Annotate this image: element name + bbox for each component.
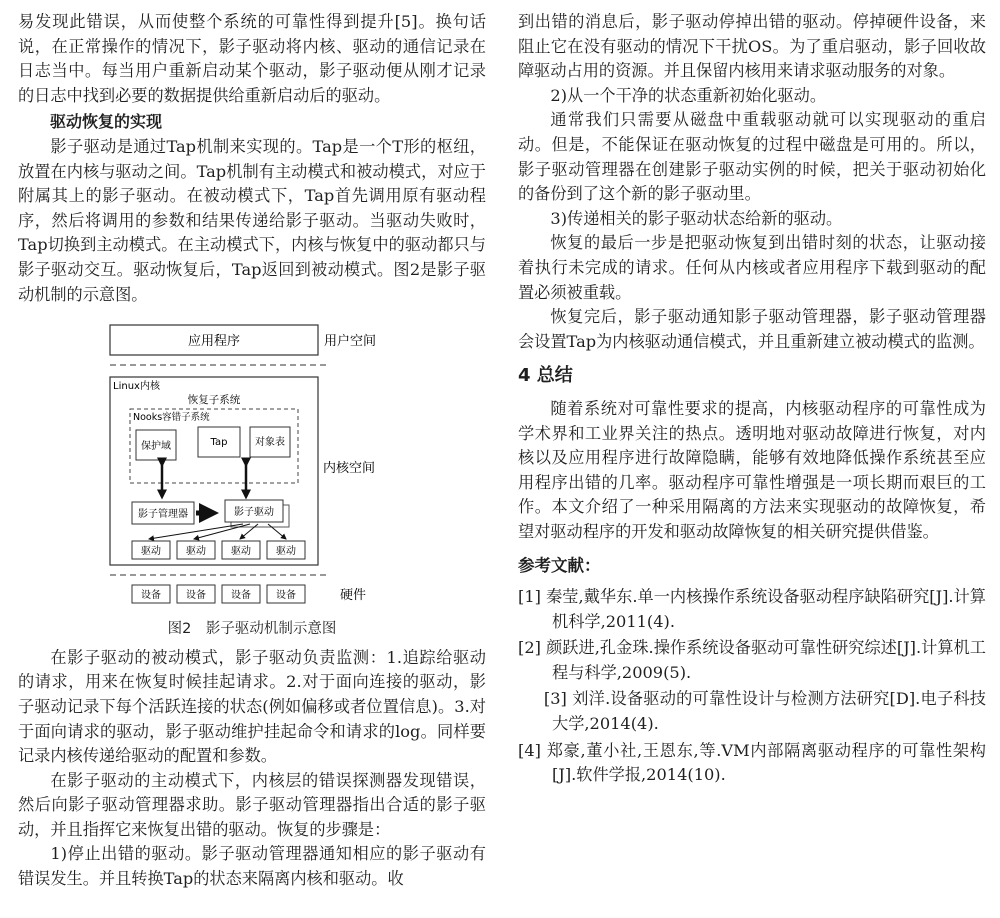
driver-label: 驱动 xyxy=(231,546,251,558)
right-column xyxy=(518,10,986,790)
recovery-subsystem-label: 恢复子系统 xyxy=(187,394,241,407)
step-line: 3)传递相关的影子驱动状态给新的驱动。 xyxy=(550,208,843,228)
object-table-label: 对象表 xyxy=(255,437,285,449)
device-label: 设备 xyxy=(186,590,206,602)
section-heading: 驱动恢复的实现 xyxy=(50,112,163,132)
reference-item: [4] 郑豪,董小社,王恩东,等.VM内部隔离驱动程序的可靠性架构[J].软件学报,2014(10). xyxy=(518,740,986,785)
reference-item: [1] 秦莹,戴华东.单一内核操作系统设备驱动程序缺陷研究[J].计算机科学,2011(4). xyxy=(518,587,986,631)
paragraph: 到出错的消息后，影子驱动停掉出错的驱动。停掉硬件设备，来阻止它在没有驱动的情况下干扰OS。为了重启驱动，影子回收故障驱动占用的资源。并且保留内核用来请求驱动服务的对象。 xyxy=(518,12,986,81)
paragraph: 随着系统对可靠性要求的提高，内核驱动程序的可靠性成为学术界和工业界关注的热点。透明地对驱动故障进行恢复，对内核以及应用程序进行故障隐瞒，能够有效地降低操作系统甚至应用程序出错的几率。驱动程序可靠性增强是一项长期而艰巨的工作。本文介绍了一种采用隔离的方法来实现驱动的故障恢复，希望对驱动程序的开发和驱动故障恢复的相关研究提供借鉴。 xyxy=(518,398,986,541)
user-space-label: 用户空间 xyxy=(324,334,377,350)
paragraph: 恢复的最后一步是把驱动恢复到出错时刻的状态，让驱动接着执行未完成的请求。任何从内核或者应用程序下载到驱动的配置必须被重载。 xyxy=(518,233,986,302)
nooks-label: Nooks容错子系统 xyxy=(133,412,210,424)
diagram xyxy=(18,317,486,617)
linux-kernel-label: Linux内核 xyxy=(113,381,160,393)
figure-caption: 图2 影子驱动机制示意图 xyxy=(167,621,337,638)
kernel-space-label: 内核空间 xyxy=(323,461,376,477)
reference-item: [2] 颜跃进,孔金珠.操作系统设备驱动可靠性研究综述[J].计算机工程与科学,2009(5). xyxy=(518,638,986,682)
shadow-manager-label: 影子管理器 xyxy=(138,509,188,521)
paragraph: 在影子驱动的被动模式，影子驱动负责监测：1.追踪给驱动的请求，用来在恢复时候挂起请求。2.对于面向连接的驱动，影子驱动记录下每个活跃连接的状态(例如偏移或者位置信息)。3.对于面向请求的驱动，影子驱动维护挂起命令和请求的log。同样要记录内核传递给驱动的配置和参数。 xyxy=(18,647,486,766)
paragraph: 在影子驱动的主动模式下，内核层的错误探测器发现错误，然后向影子驱动管理器求助。影子驱动管理器指出合适的影子驱动，并且指挥它来恢复出错的驱动。恢复的步骤是： xyxy=(18,770,486,839)
figure-2 xyxy=(18,317,486,617)
device-label: 设备 xyxy=(231,590,251,602)
paragraph: 易发现此错误，从而使整个系统的可靠性得到提升[5]。换句话说，在正常操作的情况下，影子驱动将内核、驱动的通信记录在日志当中。每当用户重新启动某个驱动，影子驱动便从刚才记录的日志中找到必要的数据提供给重新启动后的驱动。 xyxy=(18,12,486,105)
driver-label: 驱动 xyxy=(276,546,296,558)
paragraph: 恢复完后，影子驱动通知影子驱动管理器，影子驱动管理器会设置Tap为内核驱动通信模式，并且重新建立被动模式的监测。 xyxy=(518,307,986,351)
shadow-driver-label: 影子驱动 xyxy=(234,507,274,519)
paragraph: 影子驱动是通过Tap机制来实现的。Tap是一个T形的枢纽，放置在内核与驱动之间。Tap机制有主动模式和被动模式，对应于附属其上的影子驱动。在被动模式下，Tap首先调用原有驱动程序，然后将调用的参数和结果传递给影子驱动。当驱动失败时，Tap切换到主动模式。在主动模式下，内核与恢复中的驱动都只与影子驱动交互。驱动恢复后，Tap返回到被动模式。图2是影子驱动机制的示意图。 xyxy=(18,136,486,304)
reference-item: [3] 刘洋.设备驱动的可靠性设计与检测方法研究[D].电子科技大学,2014(4). xyxy=(543,689,986,734)
device-label: 设备 xyxy=(141,590,161,602)
driver-label: 驱动 xyxy=(141,546,161,558)
driver-label: 驱动 xyxy=(186,546,206,558)
paragraph: 通常我们只需要从磁盘中重载驱动就可以实现驱动的重启动。但是，不能保证在驱动恢复的过程中磁盘是可用的。所以，影子驱动管理器在创建影子驱动实例的时候，把关于驱动初始化的备份到了这个新的影子驱动里。 xyxy=(518,110,986,204)
paragraph: 1)停止出错的驱动。影子驱动管理器通知相应的影子驱动有错误发生。并且转换Tap的状态来隔离内核和驱动。收 xyxy=(18,844,486,889)
section-heading: 4 总结 xyxy=(518,365,573,387)
tap-label: Tap xyxy=(210,437,228,449)
device-label: 设备 xyxy=(276,590,296,602)
step-line: 2)从一个干净的状态重新初始化驱动。 xyxy=(550,85,827,105)
references-title: 参考文献： xyxy=(518,556,601,576)
app-label: 应用程序 xyxy=(187,334,241,350)
protection-domain-label: 保护域 xyxy=(141,441,171,453)
left-column xyxy=(18,10,486,892)
hardware-label: 硬件 xyxy=(340,588,367,604)
